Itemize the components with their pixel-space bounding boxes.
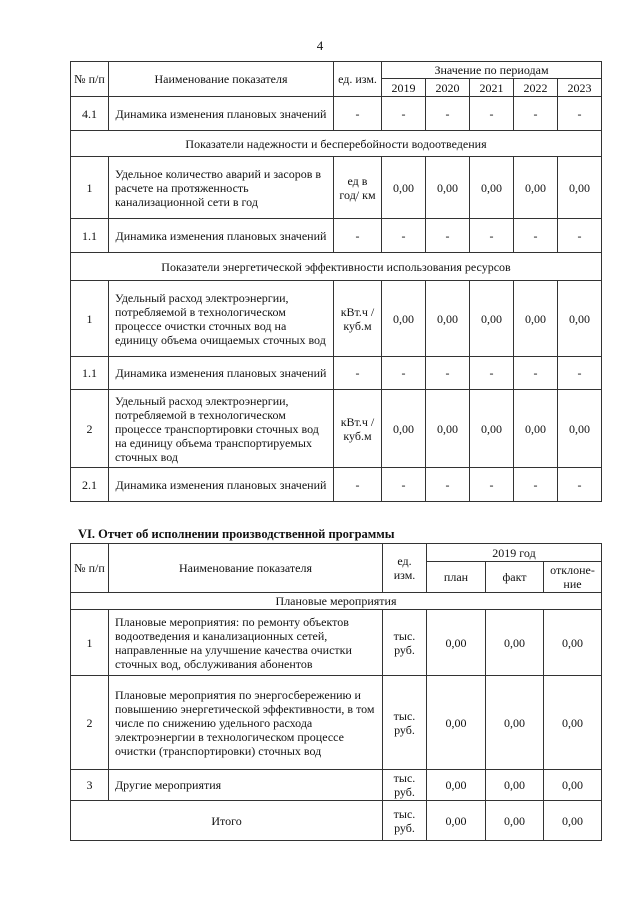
row-value: - bbox=[558, 468, 602, 502]
table-row bbox=[71, 468, 602, 502]
row-value: 0,00 bbox=[514, 281, 558, 357]
row-name: Другие мероприятия bbox=[109, 770, 383, 801]
row-unit: - bbox=[334, 219, 382, 253]
total-plan: 0,00 bbox=[427, 801, 486, 841]
table-row bbox=[71, 610, 602, 676]
row-value: - bbox=[514, 357, 558, 390]
row-num: 1 bbox=[71, 281, 109, 357]
row-name: Динамика изменения плановых значений bbox=[109, 468, 334, 502]
row-value: 0,00 bbox=[470, 281, 514, 357]
row-value: - bbox=[558, 357, 602, 390]
row-value: 0,00 bbox=[558, 157, 602, 219]
row-plan: 0,00 bbox=[427, 610, 486, 676]
row-value: - bbox=[426, 468, 470, 502]
row-unit: тыс. руб. bbox=[383, 610, 427, 676]
row-value: 0,00 bbox=[426, 281, 470, 357]
row-num: 1.1 bbox=[71, 219, 109, 253]
header-name: Наименование показателя bbox=[109, 544, 383, 593]
table-row bbox=[71, 97, 602, 131]
header-num: № п/п bbox=[71, 544, 109, 593]
row-name: Динамика изменения плановых значений bbox=[109, 357, 334, 390]
total-deviation: 0,00 bbox=[544, 801, 602, 841]
row-name: Удельное количество аварий и засоров в расчете на протяженность канализационной сети в год bbox=[109, 157, 334, 219]
row-value: - bbox=[382, 357, 426, 390]
section-row: Показатели надежности и бесперебойности водоотведения bbox=[71, 131, 602, 157]
row-name: Динамика изменения плановых значений bbox=[109, 97, 334, 131]
header-plan: план bbox=[427, 562, 486, 593]
row-unit: - bbox=[334, 468, 382, 502]
program-report-table bbox=[70, 543, 602, 841]
row-fact: 0,00 bbox=[486, 770, 544, 801]
table-row bbox=[71, 357, 602, 390]
row-name: Плановые мероприятия по энергосбережению и повышению энергетической эффективности, в том числе по снижению удельного расхода электроэнергии в технологическом процессе очистки (транспортировки) сточных вод bbox=[109, 676, 383, 770]
row-unit: - bbox=[334, 357, 382, 390]
row-value: - bbox=[470, 468, 514, 502]
row-value: - bbox=[470, 357, 514, 390]
header-year: 2019 bbox=[382, 79, 426, 97]
row-plan: 0,00 bbox=[427, 676, 486, 770]
table-row bbox=[71, 157, 602, 219]
header-deviation: отклоне-ние bbox=[544, 562, 602, 593]
row-deviation: 0,00 bbox=[544, 676, 602, 770]
row-num: 1 bbox=[71, 610, 109, 676]
total-label: Итого bbox=[71, 801, 383, 841]
row-num: 4.1 bbox=[71, 97, 109, 131]
row-num: 3 bbox=[71, 770, 109, 801]
row-deviation: 0,00 bbox=[544, 610, 602, 676]
section-heading: VI. Отчет об исполнении производственной программы bbox=[78, 527, 395, 541]
row-value: 0,00 bbox=[470, 157, 514, 219]
row-name: Удельный расход электроэнергии, потребляемой в технологическом процессе транспортировки сточных вод на единицу объема транспортируемых сточных вод bbox=[109, 390, 334, 468]
total-unit: тыс. руб. bbox=[383, 801, 427, 841]
row-num: 2 bbox=[71, 390, 109, 468]
row-value: 0,00 bbox=[426, 157, 470, 219]
section-row: Показатели энергетической эффективности использования ресурсов bbox=[71, 253, 602, 281]
header-year: 2020 bbox=[426, 79, 470, 97]
row-value: - bbox=[470, 97, 514, 131]
row-value: 0,00 bbox=[382, 281, 426, 357]
page-number: 4 bbox=[316, 38, 324, 53]
row-fact: 0,00 bbox=[486, 676, 544, 770]
indicators-table bbox=[70, 61, 602, 502]
row-unit: тыс. руб. bbox=[383, 676, 427, 770]
row-unit: кВт.ч / куб.м bbox=[334, 281, 382, 357]
row-deviation: 0,00 bbox=[544, 770, 602, 801]
header-periods: Значение по периодам bbox=[382, 62, 602, 79]
total-row bbox=[71, 801, 602, 841]
row-value: 0,00 bbox=[382, 157, 426, 219]
row-unit: ед в год/ км bbox=[334, 157, 382, 219]
row-unit: тыс. руб. bbox=[383, 770, 427, 801]
row-value: - bbox=[558, 219, 602, 253]
row-name: Динамика изменения плановых значений bbox=[109, 219, 334, 253]
table-row bbox=[71, 281, 602, 357]
row-name: Плановые мероприятия: по ремонту объектов водоотведения и канализационных сетей, направленные на улучшение качества очистки сточных вод, обслуживания абонентов bbox=[109, 610, 383, 676]
header-unit: ед. изм. bbox=[334, 62, 382, 97]
row-value: 0,00 bbox=[514, 390, 558, 468]
header-year: 2022 bbox=[514, 79, 558, 97]
table-row bbox=[71, 676, 602, 770]
header-fact: факт bbox=[486, 562, 544, 593]
row-num: 1.1 bbox=[71, 357, 109, 390]
header-year: 2023 bbox=[558, 79, 602, 97]
row-unit: кВт.ч / куб.м bbox=[334, 390, 382, 468]
row-fact: 0,00 bbox=[486, 610, 544, 676]
row-value: - bbox=[382, 468, 426, 502]
row-value: 0,00 bbox=[382, 390, 426, 468]
header-unit: ед. изм. bbox=[383, 544, 427, 593]
table-row bbox=[71, 219, 602, 253]
row-name: Удельный расход электроэнергии, потребляемой в технологическом процессе очистки сточных вод на единицу объема очищаемых сточных вод bbox=[109, 281, 334, 357]
row-value: - bbox=[426, 97, 470, 131]
row-value: - bbox=[426, 219, 470, 253]
table-row bbox=[71, 770, 602, 801]
row-value: - bbox=[426, 357, 470, 390]
row-value: - bbox=[382, 219, 426, 253]
row-value: - bbox=[514, 97, 558, 131]
row-value: - bbox=[558, 97, 602, 131]
header-name: Наименование показателя bbox=[109, 62, 334, 97]
row-value: 0,00 bbox=[426, 390, 470, 468]
row-plan: 0,00 bbox=[427, 770, 486, 801]
section-row: Плановые мероприятия bbox=[71, 593, 602, 610]
row-value: 0,00 bbox=[470, 390, 514, 468]
table-row bbox=[71, 390, 602, 468]
row-value: 0,00 bbox=[558, 390, 602, 468]
row-num: 2.1 bbox=[71, 468, 109, 502]
row-value: 0,00 bbox=[514, 157, 558, 219]
header-num: № п/п bbox=[71, 62, 109, 97]
row-value: 0,00 bbox=[558, 281, 602, 357]
row-unit: - bbox=[334, 97, 382, 131]
header-year: 2021 bbox=[470, 79, 514, 97]
row-value: - bbox=[514, 219, 558, 253]
row-value: - bbox=[382, 97, 426, 131]
row-value: - bbox=[514, 468, 558, 502]
total-fact: 0,00 bbox=[486, 801, 544, 841]
row-value: - bbox=[470, 219, 514, 253]
header-year-group: 2019 год bbox=[427, 544, 602, 562]
row-num: 2 bbox=[71, 676, 109, 770]
row-num: 1 bbox=[71, 157, 109, 219]
